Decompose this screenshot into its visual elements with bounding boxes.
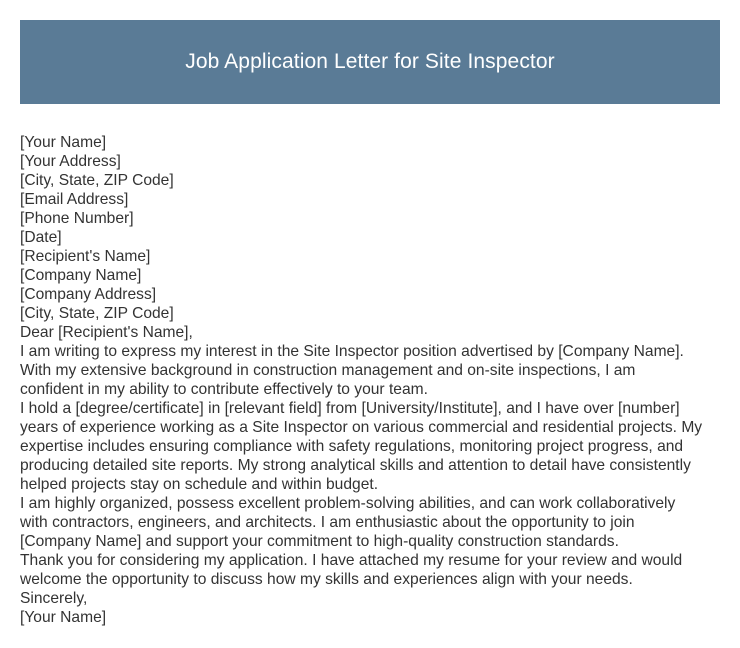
paragraph-line: I am highly organized, possess excellent problem-solving abilities, and can work collaboratively [20, 495, 676, 512]
paragraph-line: helped projects stay on schedule and within budget. [20, 476, 379, 493]
salutation: Dear [Recipient's Name], [20, 324, 193, 341]
paragraph-line: [Company Name] and support your commitment to high-quality construction standards. [20, 533, 619, 550]
letter-body [20, 133, 725, 627]
page-title: Job Application Letter for Site Inspector [185, 50, 555, 73]
paragraph-line: confident in my ability to contribute effectively to your team. [20, 381, 428, 398]
paragraph-line: producing detailed site reports. My strong analytical skills and attention to detail have consistently [20, 457, 691, 474]
sender-phone: [Phone Number] [20, 210, 134, 227]
letter-header-banner [20, 20, 720, 104]
paragraph-line: Thank you for considering my application. I have attached my resume for your review and would [20, 552, 683, 569]
paragraph-line: years of experience working as a Site Inspector on various commercial and residential projects. My [20, 419, 703, 436]
paragraph-qualifications [20, 399, 725, 494]
paragraph-line: welcome the opportunity to discuss how my skills and experiences align with your needs. [20, 571, 633, 588]
paragraph-line: expertise includes ensuring compliance with safety regulations, monitoring project progress, and [20, 438, 684, 455]
paragraph-line: I hold a [degree/certificate] in [relevant field] from [University/Institute], and I have over [number] [20, 400, 680, 417]
recipient-name: [Recipient's Name] [20, 248, 151, 265]
sender-email: [Email Address] [20, 191, 129, 208]
sender-name: [Your Name] [20, 134, 107, 151]
paragraph-skills [20, 494, 725, 551]
closing: Sincerely, [20, 590, 88, 607]
paragraph-line: With my extensive background in construction management and on-site inspections, I am [20, 362, 636, 379]
recipient-company: [Company Name] [20, 267, 142, 284]
letter-date: [Date] [20, 229, 62, 246]
sender-city-state-zip: [City, State, ZIP Code] [20, 172, 174, 189]
paragraph-thanks [20, 551, 725, 589]
recipient-city-state-zip: [City, State, ZIP Code] [20, 305, 174, 322]
signature: [Your Name] [20, 609, 107, 626]
paragraph-line: I am writing to express my interest in the Site Inspector position advertised by [Company Name]. [20, 343, 684, 360]
sender-address: [Your Address] [20, 153, 121, 170]
recipient-company-address: [Company Address] [20, 286, 157, 303]
paragraph-interest [20, 342, 725, 399]
paragraph-line: with contractors, engineers, and architects. I am enthusiastic about the opportunity to join [20, 514, 635, 531]
